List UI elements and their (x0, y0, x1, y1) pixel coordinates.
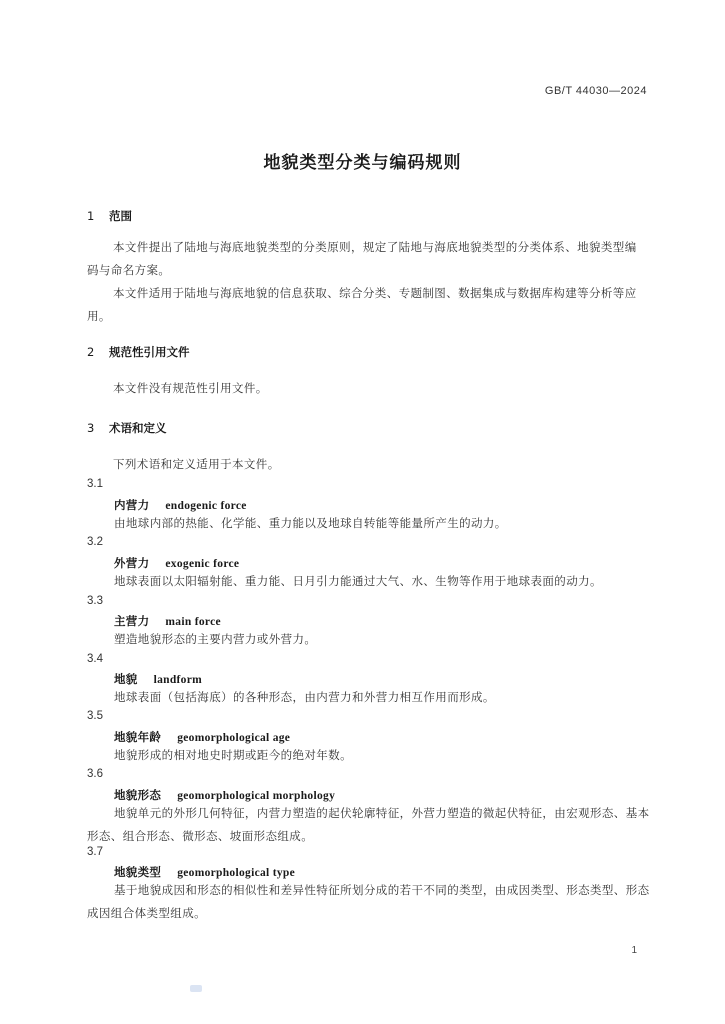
section-title: 术语和定义 (109, 421, 167, 435)
term-definition: 基于地貌成因和形态的相似性和差异性特征所划分成的若干不同的类型，由成因类型、形态类型、形态成因组合体类型组成。 (87, 883, 650, 920)
term-number: 3.6 (87, 768, 103, 780)
standard-number: GB/T 44030—2024 (544, 85, 647, 97)
paragraph: 下列术语和定义适用于本文件。 (113, 457, 280, 471)
term-zh: 地貌类型 (114, 865, 162, 879)
section-heading-1 (87, 208, 132, 224)
paragraph: 本文件提出了陆地与海底地貌类型的分类原则，规定了陆地与海底地貌类型的分类体系、地貌类型编码与命名方案。 (87, 240, 637, 277)
term-number: 3.4 (87, 653, 103, 665)
section-number: 3 (87, 421, 95, 435)
term-definition: 塑造地貌形态的主要内营力或外营力。 (114, 632, 317, 646)
section-heading-3 (87, 420, 167, 436)
term-en: main force (165, 616, 221, 628)
term-en: landform (153, 674, 203, 686)
term-number: 3.1 (87, 478, 103, 490)
term-definition: 地貌单元的外形几何特征，内营力塑造的起伏轮廓特征，外营力塑造的微起伏特征，由宏观形态、基本形态、组合形态、微形态、坡面形态组成。 (87, 806, 650, 843)
term-number: 3.2 (87, 536, 103, 548)
scan-mark (190, 985, 202, 992)
term-zh: 内营力 (114, 498, 150, 512)
section-number: 1 (87, 209, 95, 223)
term-definition: 由地球内部的热能、化学能、重力能以及地球自转能等能量所产生的动力。 (114, 516, 507, 530)
term-en: exogenic force (165, 558, 240, 570)
paragraph: 本文件没有规范性引用文件。 (113, 381, 268, 395)
term-number: 3.7 (87, 846, 103, 858)
term-name (114, 497, 247, 513)
term-name (114, 671, 202, 687)
term-definition: 地貌形成的相对地史时期或距今的绝对年数。 (114, 748, 352, 762)
term-zh: 外营力 (114, 556, 150, 570)
page-title: 地貌类型分类与编码规则 (263, 153, 462, 173)
term-name (114, 864, 295, 880)
section-heading-2 (87, 344, 190, 360)
term-name (114, 613, 221, 629)
section-number: 2 (87, 345, 95, 359)
term-number: 3.3 (87, 595, 103, 607)
term-number: 3.5 (87, 710, 103, 722)
term-en: endogenic force (165, 500, 247, 512)
page-number: 1 (631, 945, 637, 956)
term-en: geomorphological morphology (177, 790, 336, 802)
term-zh: 地貌年龄 (114, 730, 162, 744)
paragraph: 本文件适用于陆地与海底地貌的信息获取、综合分类、专题制图、数据集成与数据库构建等分析等应用。 (87, 286, 637, 323)
term-zh: 地貌形态 (114, 788, 162, 802)
term-zh: 主营力 (114, 614, 150, 628)
term-zh: 地貌 (114, 672, 138, 686)
term-name (114, 555, 239, 571)
section-title: 范围 (109, 209, 132, 223)
term-name (114, 787, 335, 803)
term-definition: 地球表面以太阳辐射能、重力能、日月引力能通过大气、水、生物等作用于地球表面的动力。 (114, 574, 602, 588)
term-name (114, 729, 290, 745)
term-definition: 地球表面（包括海底）的各种形态，由内营力和外营力相互作用而形成。 (114, 690, 495, 704)
term-en: geomorphological age (177, 732, 291, 744)
term-en: geomorphological type (177, 867, 295, 879)
section-title: 规范性引用文件 (109, 345, 190, 359)
